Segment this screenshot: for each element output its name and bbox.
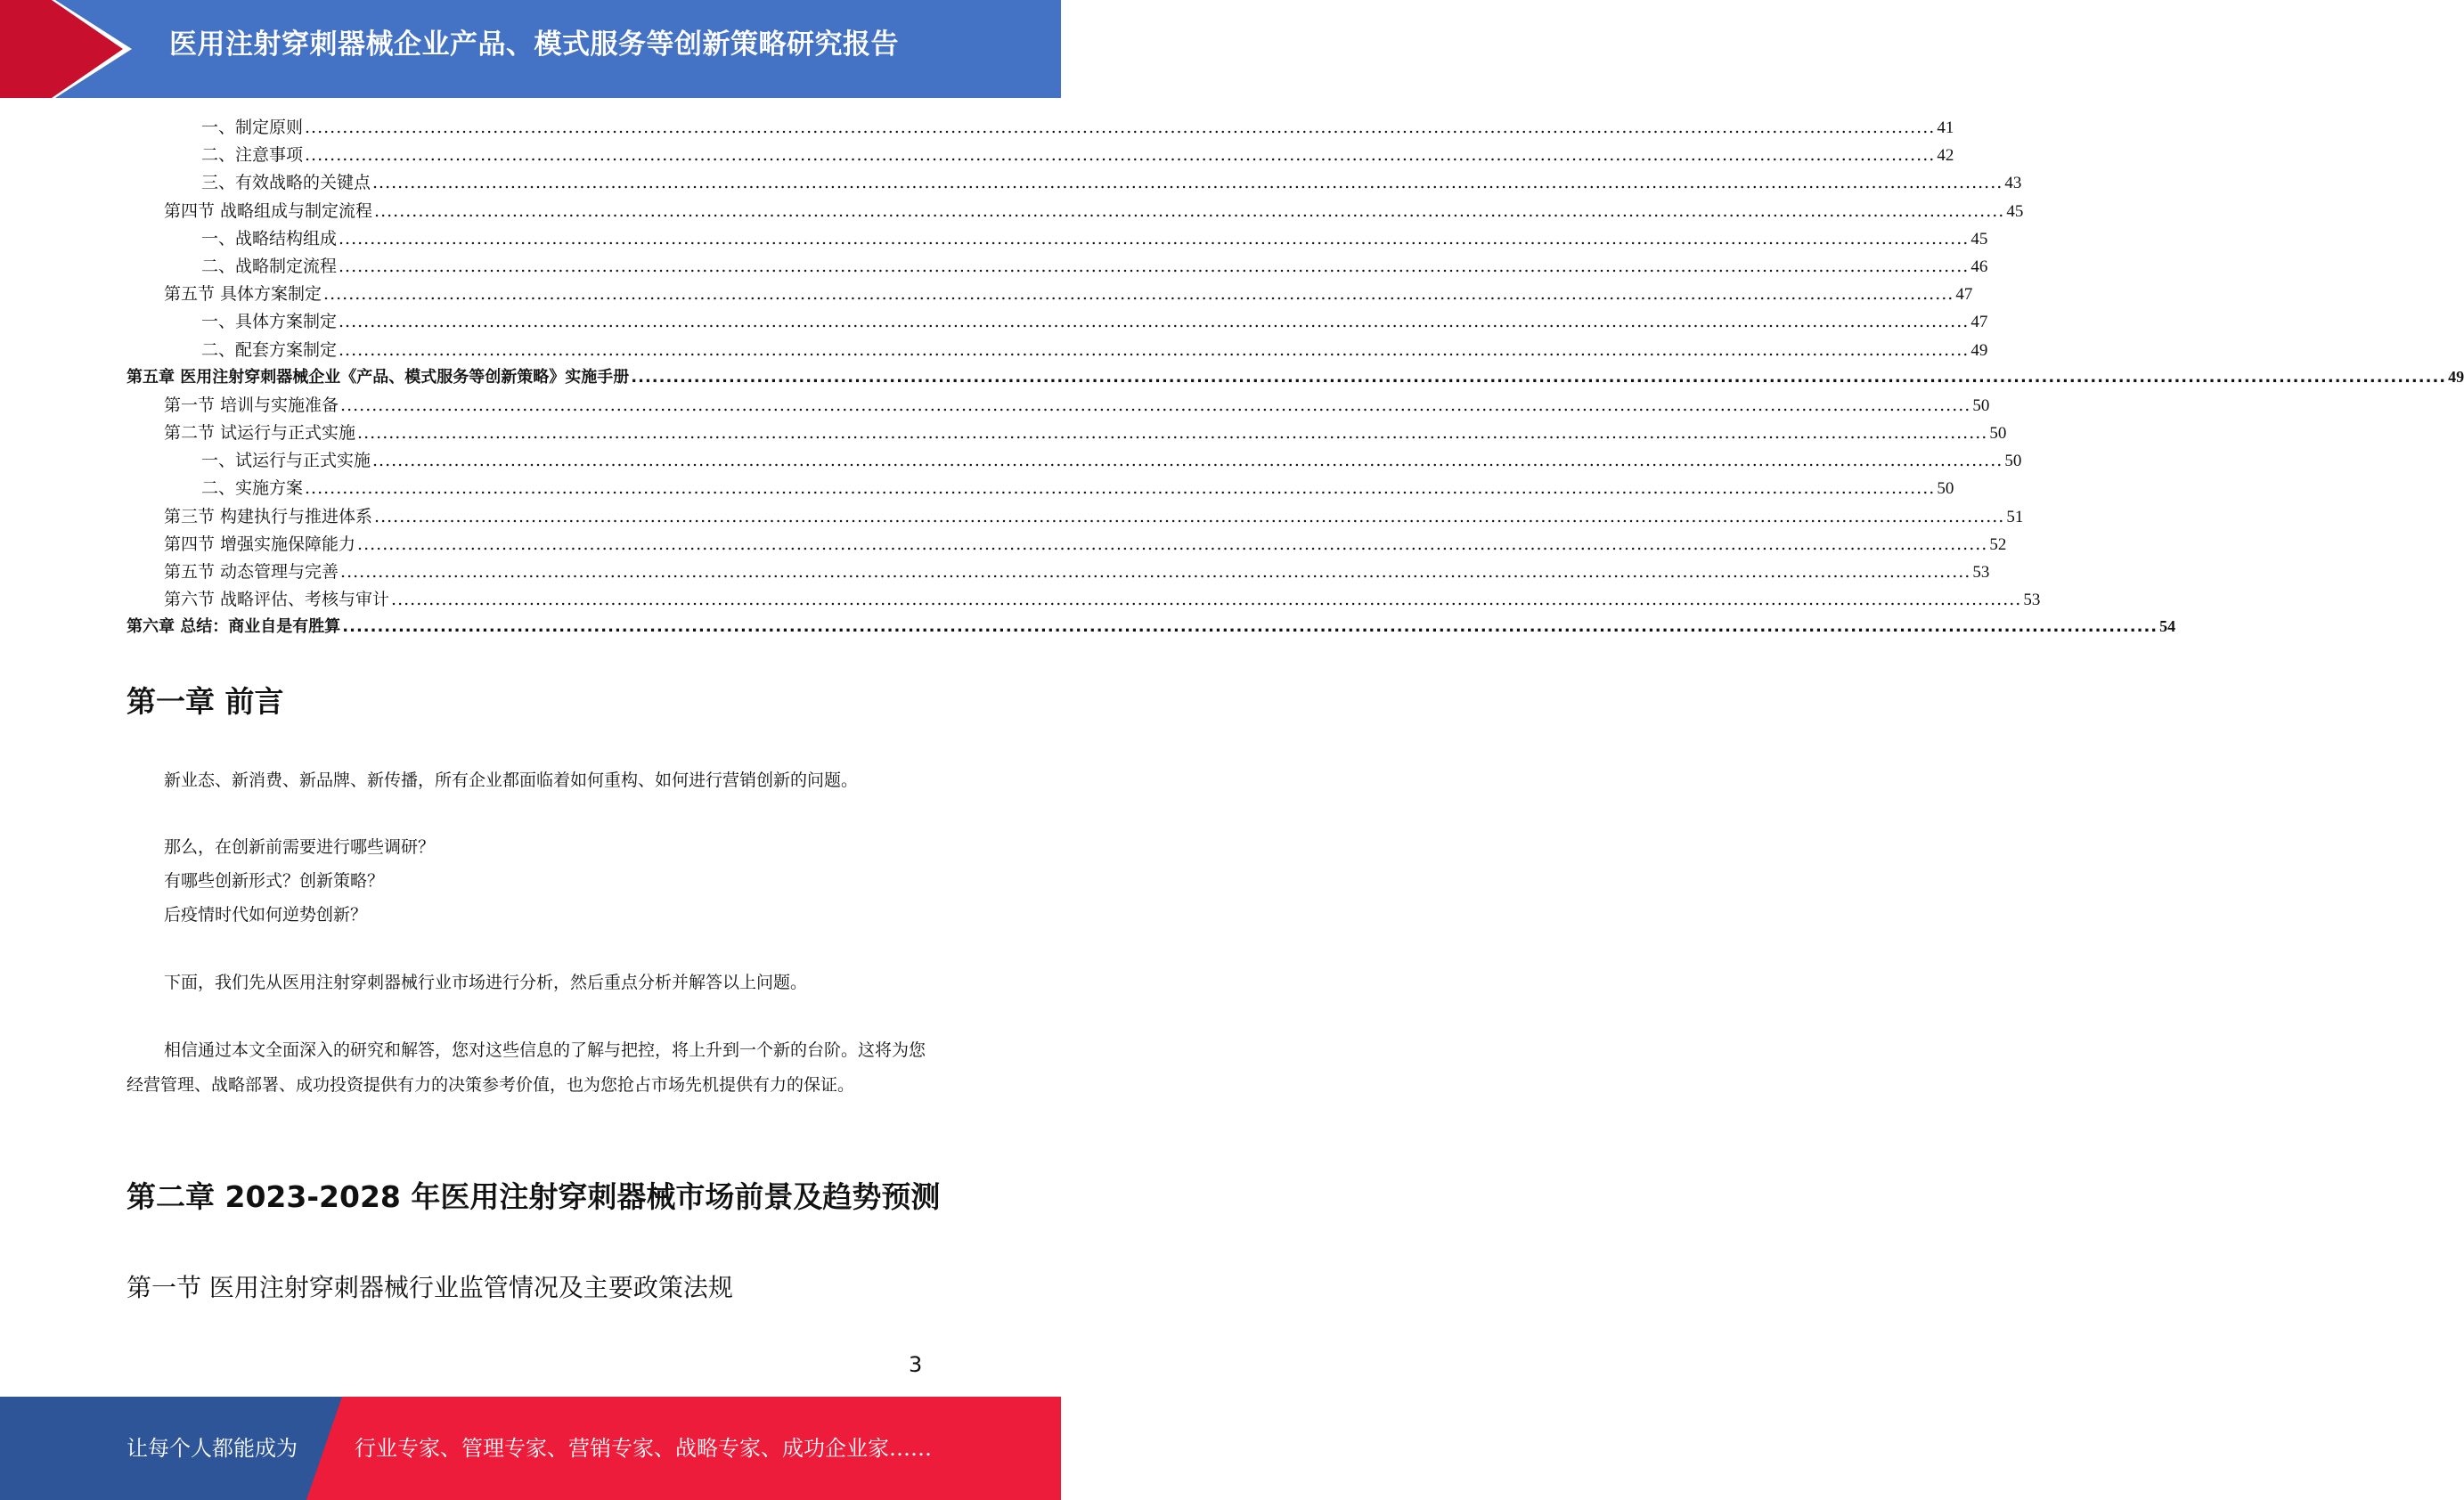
toc-entry[interactable]	[126, 114, 1954, 142]
toc-entry-title: 第六节 战略评估、考核与审计	[164, 590, 390, 610]
paragraph: 下面，我们先从医用注射穿刺器械行业市场进行分析，然后重点分析并解答以上问题。	[164, 973, 808, 992]
toc-entry-title: 第五节 动态管理与完善	[164, 562, 339, 582]
section-heading: 第一节 医用注射穿刺器械行业监管情况及主要政策法规	[126, 1273, 733, 1302]
paragraph: 相信通过本文全面深入的研究和解答，您对这些信息的了解与把控，将上升到一个新的台阶。这将为您经营管理、战略部署、成功投资提供有力的决策参考价值，也为您抢占市场先机提供有力的保证。	[126, 1040, 926, 1095]
toc-leader-dots: ....................................................................................................................................................................................................................................................................	[357, 534, 1988, 554]
toc-entry-page: 53	[2023, 591, 2041, 610]
toc-leader-dots: ....................................................................................................................................................................................................................................................................	[339, 228, 1970, 249]
toc-entry[interactable]	[126, 142, 1954, 169]
footer-slogan-left: 让每个人都能成为	[126, 1436, 298, 1461]
toc-entry-title: 第五章 医用注射穿刺器械企业《产品、模式服务等创新策略》实施手册	[126, 367, 630, 387]
toc-leader-dots: ....................................................................................................................................................................................................................................................................	[339, 256, 1970, 276]
toc-entry[interactable]	[126, 225, 1988, 253]
toc-entry-page: 54	[2159, 617, 2176, 636]
chapter-1-heading: 第一章 前言	[126, 684, 284, 719]
toc-entry-page: 50	[1989, 424, 2007, 444]
toc-entry-page: 50	[1937, 479, 1954, 499]
toc-entry-page: 42	[1937, 146, 1954, 166]
toc-leader-dots: ....................................................................................................................................................................................................................................................................	[340, 395, 1971, 415]
toc-entry[interactable]	[126, 308, 1988, 336]
toc-entry[interactable]	[126, 586, 2041, 614]
toc-entry[interactable]	[126, 364, 2464, 392]
toc-entry[interactable]	[126, 420, 2007, 447]
toc-leader-dots: ....................................................................................................................................................................................................................................................................	[340, 562, 1971, 582]
toc-entry-page: 52	[1989, 534, 2007, 554]
toc-entry[interactable]	[126, 337, 1988, 364]
toc-entry-title: 一、战略结构组成	[201, 228, 338, 249]
toc-entry-title: 二、注意事项	[201, 145, 304, 166]
report-title: 医用注射穿刺器械企业产品、模式服务等创新策略研究报告	[169, 29, 899, 61]
toc-entry[interactable]	[126, 198, 2024, 225]
toc-entry[interactable]	[126, 169, 2022, 197]
header-arrow-decoration	[0, 0, 143, 98]
page-header	[0, 0, 1061, 98]
toc-leader-dots: ....................................................................................................................................................................................................................................................................	[305, 478, 1936, 499]
question-line: 那么，在创新前需要进行哪些调研？	[164, 837, 436, 857]
toc-entry-page: 41	[1937, 118, 1954, 137]
toc-entry-page: 46	[1970, 257, 1988, 276]
toc-entry-page: 45	[1970, 229, 1988, 249]
toc-leader-dots: ....................................................................................................................................................................................................................................................................	[339, 312, 1970, 332]
toc-leader-dots: ....................................................................................................................................................................................................................................................................	[631, 367, 2447, 387]
toc-entry[interactable]	[126, 253, 1988, 281]
toc-entry-title: 二、战略制定流程	[201, 256, 338, 276]
toc-entry[interactable]	[126, 558, 1990, 586]
toc-entry-title: 第二节 试运行与正式实施	[164, 423, 356, 444]
question-line: 有哪些创新形式？创新策略？	[164, 871, 385, 891]
toc-entry-title: 三、有效战略的关键点	[201, 173, 371, 193]
toc-entry-page: 47	[1955, 285, 1973, 305]
toc-entry-page: 49	[1970, 340, 1988, 360]
toc-entry-page: 43	[2004, 174, 2022, 193]
toc-entry[interactable]	[126, 475, 1954, 502]
toc-leader-dots: ....................................................................................................................................................................................................................................................................	[357, 423, 1988, 444]
toc-entry-title: 一、制定原则	[201, 118, 304, 137]
toc-entry-page: 51	[2006, 507, 2024, 526]
toc-entry-page: 47	[1970, 313, 1988, 332]
toc-leader-dots: ....................................................................................................................................................................................................................................................................	[391, 590, 2022, 610]
toc-entry[interactable]	[126, 392, 1990, 420]
toc-entry-page: 50	[1972, 395, 1990, 415]
page-footer	[0, 1397, 1061, 1500]
toc-entry-title: 第四节 战略组成与制定流程	[164, 200, 373, 221]
toc-entry[interactable]	[126, 503, 2024, 531]
toc-leader-dots: ....................................................................................................................................................................................................................................................................	[372, 173, 2003, 193]
toc-leader-dots: ....................................................................................................................................................................................................................................................................	[323, 284, 1954, 305]
toc-entry-page: 45	[2006, 201, 2024, 221]
toc-entry-title: 二、配套方案制定	[201, 339, 338, 360]
toc-entry-page: 50	[2004, 452, 2022, 471]
toc-entry-title: 第一节 培训与实施准备	[164, 395, 339, 415]
toc-entry-title: 一、试运行与正式实施	[201, 451, 371, 471]
toc-leader-dots: ....................................................................................................................................................................................................................................................................	[374, 506, 2005, 526]
toc-entry-title: 第四节 增强实施保障能力	[164, 534, 356, 554]
chapter-2-heading: 第二章 2023-2028 年医用注射穿刺器械市场前景及趋势预测	[126, 1179, 941, 1214]
toc-entry[interactable]	[126, 614, 2176, 641]
toc-leader-dots: ....................................................................................................................................................................................................................................................................	[305, 118, 1936, 137]
toc-entry-title: 二、实施方案	[201, 478, 304, 499]
toc-leader-dots: ....................................................................................................................................................................................................................................................................	[374, 200, 2005, 221]
toc-entry[interactable]	[126, 281, 1973, 308]
toc-entry-title: 一、具体方案制定	[201, 312, 338, 332]
toc-entry-page: 49	[2448, 367, 2464, 386]
toc-entry[interactable]	[126, 447, 2022, 475]
toc-leader-dots: ....................................................................................................................................................................................................................................................................	[372, 451, 2003, 471]
toc-leader-dots: ....................................................................................................................................................................................................................................................................	[342, 617, 2158, 637]
toc-entry[interactable]	[126, 531, 2007, 558]
toc-leader-dots: ....................................................................................................................................................................................................................................................................	[339, 339, 1970, 360]
toc-leader-dots: ....................................................................................................................................................................................................................................................................	[305, 145, 1936, 166]
question-line: 后疫情时代如何逆势创新？	[164, 905, 368, 925]
toc-entry-page: 53	[1972, 563, 1990, 582]
table-of-contents	[126, 114, 2464, 642]
page-number: 3	[909, 1352, 923, 1377]
toc-entry-title: 第五节 具体方案制定	[164, 284, 322, 305]
toc-entry-title: 第六章 总结：商业自是有胜算	[126, 617, 341, 637]
footer-slogan-right: 行业专家、管理专家、营销专家、战略专家、成功企业家……	[355, 1436, 932, 1461]
paragraph: 新业态、新消费、新品牌、新传播，所有企业都面临着如何重构、如何进行营销创新的问题。	[164, 770, 859, 790]
toc-entry-title: 第三节 构建执行与推进体系	[164, 506, 373, 526]
